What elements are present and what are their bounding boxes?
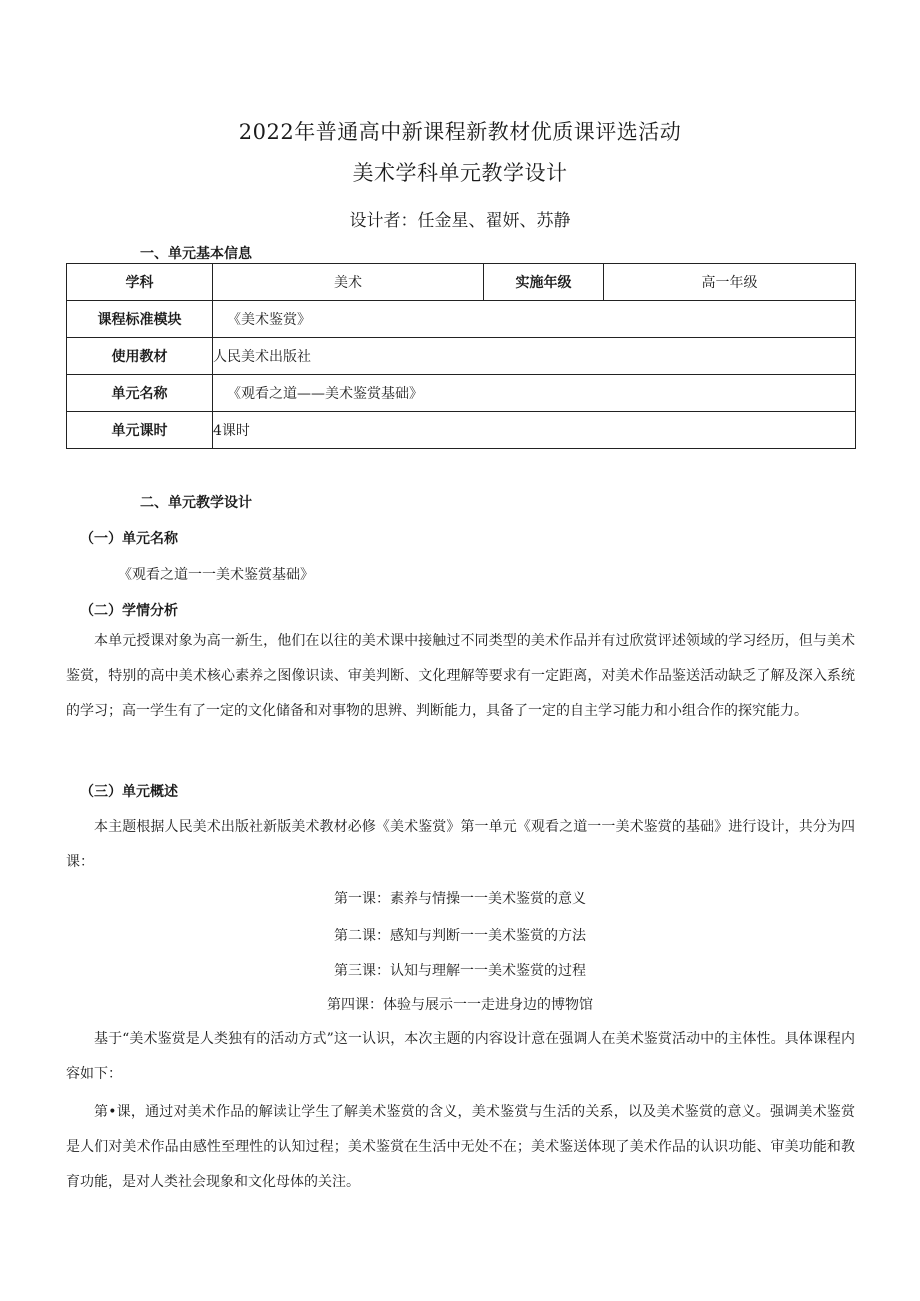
overview-paragraph-2: 基于“美术鉴赏是人类独有的活动方式”这一认识，本次主题的内容设计意在强调人在美术鉴赏活动中的主体性。具体课程内容如下： <box>66 1031 855 1082</box>
value-module: 《美术鉴赏》 <box>213 301 856 338</box>
lesson-item-3: 第三课：认知与理解一一美术鉴赏的过程 <box>334 963 586 979</box>
section-heading-basic-info: 一、单元基本信息 <box>140 246 252 262</box>
overview-paragraph-3: 第•课，通过对美术作品的解读让学生了解美术鉴赏的含义，美术鉴赏与生活的关系，以及美术鉴赏的意义。强调美术鉴赏是人们对美术作品由感性至理性的认知过程；美术鉴赏在生活中无处不在；美术鉴送体现了美术作品的认识功能、审美功能和教育功能，是对人类社会现象和文化母体的关注。 <box>66 1104 855 1190</box>
label-subject: 学科 <box>67 264 213 301</box>
designer-line: 设计者：任金星、翟妍、苏静 <box>349 211 571 231</box>
section-heading-teaching-design: 二、单元教学设计 <box>140 495 252 511</box>
label-grade: 实施年级 <box>484 264 604 301</box>
label-module: 课程标准模块 <box>67 301 213 338</box>
value-subject: 美术 <box>213 264 484 301</box>
label-unit-hours: 单元课时 <box>67 412 213 449</box>
value-unit-name: 《观看之道——美术鉴赏基础》 <box>213 375 856 412</box>
subheading-learner-analysis: （二）学情分析 <box>80 603 178 619</box>
unit-name-text: 《观看之道一一美术鉴赏基础》 <box>118 567 314 583</box>
table-row <box>67 264 856 301</box>
value-grade: 高一年级 <box>604 264 856 301</box>
document-subtitle: 美术学科单元教学设计 <box>352 161 568 185</box>
lesson-item-2: 第二课：感知与判断一一美术鉴赏的方法 <box>334 928 586 944</box>
subheading-unit-name: （一）单元名称 <box>80 531 178 547</box>
value-unit-hours: 4课时 <box>213 412 856 449</box>
table-row <box>67 338 856 375</box>
basic-info-table <box>66 263 856 449</box>
table-row <box>67 412 856 449</box>
label-unit-name: 单元名称 <box>67 375 213 412</box>
table-row <box>67 301 856 338</box>
overview-intro-paragraph: 本主题根据人民美术出版社新版美术教材必修《美术鉴赏》第一单元《观看之道一一美术鉴赏的基础》进行设计，共分为四课： <box>66 819 855 870</box>
lesson-item-4: 第四课：体验与展示一一走进身边的博物馆 <box>327 997 593 1013</box>
label-textbook: 使用教材 <box>67 338 213 375</box>
document-title: 2022年普通高中新课程新教材优质课评选活动 <box>238 120 682 144</box>
subheading-unit-overview: （三）单元概述 <box>80 784 178 800</box>
value-textbook: 人民美术出版社 <box>213 338 856 375</box>
learner-analysis-paragraph: 本单元授课对象为高一新生，他们在以往的美术课中接触过不同类型的美术作品并有过欣赏评述领域的学习经历，但与美术鉴赏，特别的高中美术核心素养之图像识读、审美判断、文化理解等要求有一定距离，对美术作品鉴送活动缺乏了解及深入系统的学习；高一学生有了一定的文化储备和对事物的思辨、判断能力，具备了一定的自主学习能力和小组合作的探究能力。 <box>66 633 855 719</box>
table-row <box>67 375 856 412</box>
lesson-item-1: 第一课：素养与情操一一美术鉴赏的意义 <box>334 891 586 907</box>
